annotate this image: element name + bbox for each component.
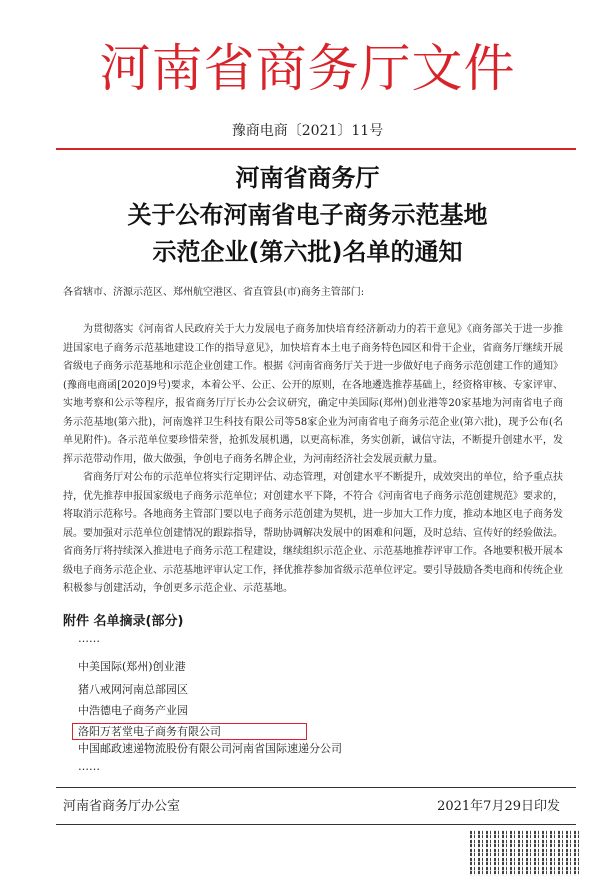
addressee: 各省辖市、济源示范区、郑州航空港区、省直管县(市)商务主管部门: <box>63 287 365 298</box>
attachment-list-item-highlighted: 洛阳万茗堂电子商务有限公司 <box>78 725 221 738</box>
footer-date: 2021年7月29日印发 <box>437 799 560 814</box>
attachment-list-item: 中美国际(郑州)创业港 <box>78 660 186 673</box>
attachment-ellipsis-bottom: …… <box>78 760 100 773</box>
attachment-list-item: 中国邮政速递物流股份有限公司河南省国际速递分公司 <box>78 742 342 755</box>
notice-title-line-2: 关于公布河南省电子商务示范基地 <box>127 201 488 229</box>
document-org-header: 河南省商务厅文件 <box>99 40 516 99</box>
notice-title-line-1: 河南省商务厅 <box>235 164 380 192</box>
body-paragraph-2: 省商务厅对公布的示范单位将实行定期评估、动态管理，对创建水平不断提升，成效突出的单位，给予重点扶持，优先推荐申报国家级电子商务示范单位；对创建水平下降，不符合《河南省电子商务示范创建规范》要求的，将取消示范称号。各地商务主管部门要以电子商务示范创建为契机，进一步加大工作力度，推动本地区电子商务发展。要加强对示范单位创建情况的跟踪指导，帮助协调解决发展中的困难和问题，及时总结、宣传好的经验做法。省商务厅将持续深入推进电子商务示范工程建设，继续组织示范企业、示范基地推荐评审工作。各地要积极开展本级电子商务示范企业、示范基地评审认定工作，择优推荐参加省级示范单位评定。要引导鼓励各类电商和传统企业积极参与创建活动，争创更多示范企业、示范基地。 <box>63 472 563 594</box>
notice-title-line-3: 示范企业(第六批)名单的通知 <box>152 238 463 266</box>
footer-divider-bottom <box>56 824 576 825</box>
document-number: 豫商电商〔2021〕11号 <box>231 123 384 139</box>
qr-code-pattern <box>470 830 580 876</box>
attachment-list-item: 中浩德电子商务产业园 <box>78 704 188 717</box>
attachment-ellipsis-top: …… <box>78 632 100 645</box>
highlight-box <box>72 723 307 740</box>
footer-divider-top <box>56 787 576 788</box>
body-paragraph-1: 为贯彻落实《河南省人民政府关于大力发展电子商务加快培育经济新动力的若干意见》《商务部关于进一步推进国家电子商务示范基地建设工作的指导意见》，加快培育本土电子商务特色园区和骨干企业，省商务厅继续开展省级电子商务示范基地和示范企业创建工作。根据《河南省商务厅关于进一步做好电子商务示范创建工作的通知》(豫商电商函[2020]9号)要求，本着公平、公正、公开的原则，在各地遴选推荐基础上，经资格审核、专家评审、实地考察和公示等程序，报省商务厅厅长办公会议研究，确定中美国际(郑州)创业港等20家基地为河南省电子商务示范基地(第六批)，河南逸祥卫生科技有限公司等58家企业为河南省电子商务示范企业(第六批)，现予公布(名单见附件)。各示范单位要珍惜荣誉，抢抓发展机遇，以更高标准，务实创新，诚信守法，不断提升创建水平，发挥示范带动作用，做大做强，争创电子商务名牌企业，为河南经济社会发展贡献力量。 <box>63 324 563 465</box>
header-divider <box>56 148 576 150</box>
attachment-heading: 附件 名单摘录(部分) <box>63 614 184 629</box>
attachment-list-item: 猪八戒网河南总部园区 <box>78 683 188 696</box>
footer-office: 河南省商务厅办公室 <box>63 799 181 814</box>
